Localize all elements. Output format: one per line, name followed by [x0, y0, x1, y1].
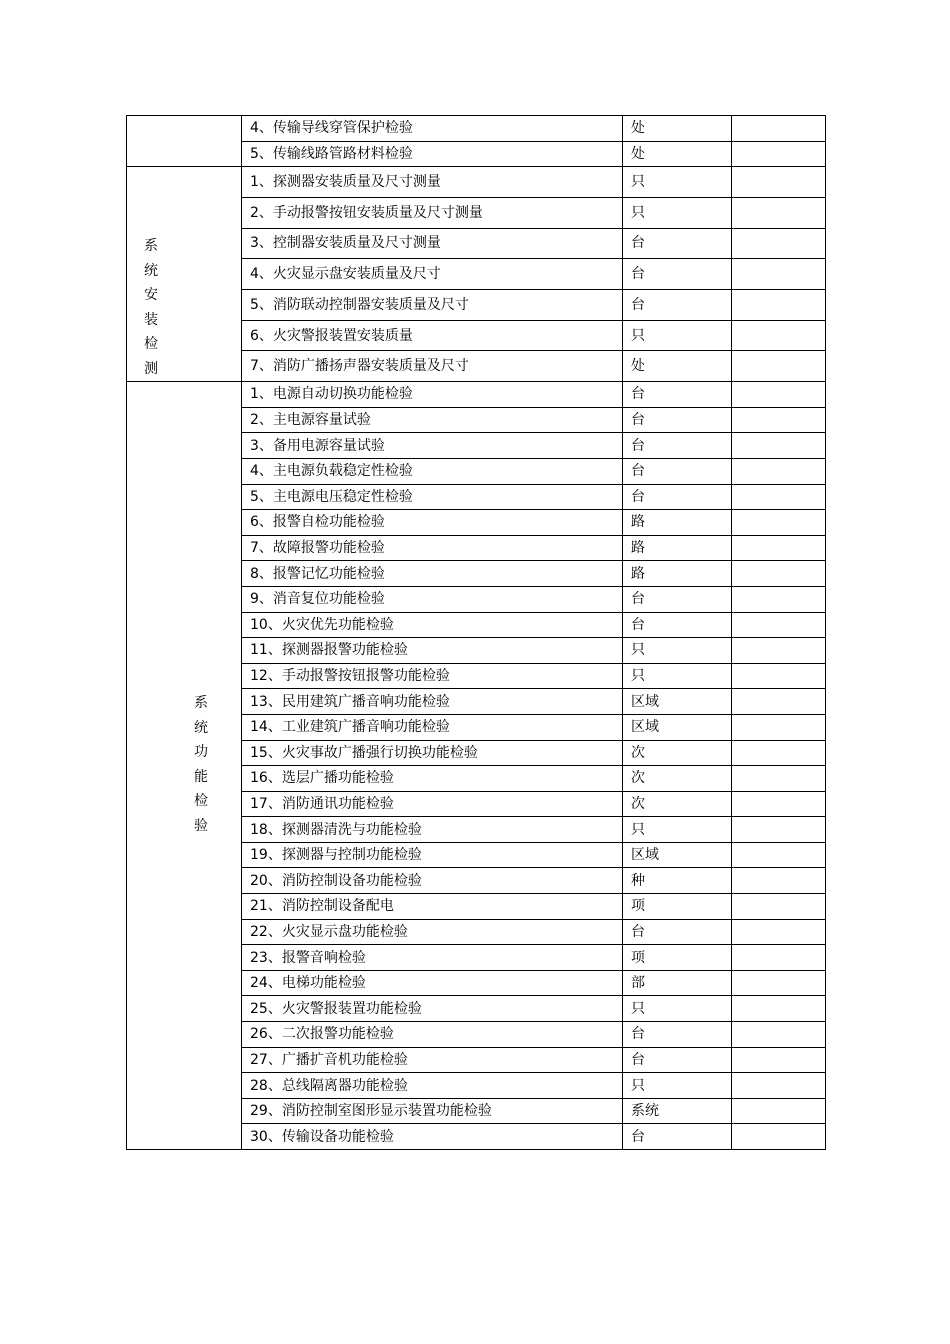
remark-cell: [732, 996, 826, 1022]
remark-cell: [732, 259, 826, 290]
unit-cell: 只: [623, 663, 732, 689]
remark-cell: [732, 714, 826, 740]
remark-cell: [732, 1098, 826, 1124]
unit-cell: 路: [623, 510, 732, 536]
remark-cell: [732, 197, 826, 228]
item-name-cell: 14、工业建筑广播音响功能检验: [242, 714, 623, 740]
unit-cell: 路: [623, 535, 732, 561]
category-cell: [127, 167, 242, 382]
item-name-cell: 1、探测器安装质量及尺寸测量: [242, 167, 623, 198]
unit-cell: 只: [623, 197, 732, 228]
remark-cell: [732, 167, 826, 198]
remark-cell: [732, 320, 826, 351]
unit-cell: 台: [623, 1124, 732, 1150]
item-name-cell: 7、故障报警功能检验: [242, 535, 623, 561]
remark-cell: [732, 290, 826, 321]
item-name-cell: 5、主电源电压稳定性检验: [242, 484, 623, 510]
remark-cell: [732, 791, 826, 817]
remark-cell: [732, 919, 826, 945]
item-name-cell: 6、报警自检功能检验: [242, 510, 623, 536]
unit-cell: 次: [623, 740, 732, 766]
remark-cell: [732, 458, 826, 484]
unit-cell: 只: [623, 817, 732, 843]
unit-cell: 次: [623, 766, 732, 792]
item-name-cell: 23、报警音响检验: [242, 945, 623, 971]
item-name-cell: 27、广播扩音机功能检验: [242, 1047, 623, 1073]
item-name-cell: 4、传输导线穿管保护检验: [242, 116, 623, 142]
item-name-cell: 11、探测器报警功能检验: [242, 638, 623, 664]
unit-cell: 只: [623, 996, 732, 1022]
unit-cell: 路: [623, 561, 732, 587]
remark-cell: [732, 740, 826, 766]
remark-cell: [732, 484, 826, 510]
unit-cell: 种: [623, 868, 732, 894]
table-row: [127, 116, 826, 142]
remark-cell: [732, 766, 826, 792]
remark-cell: [732, 612, 826, 638]
item-name-cell: 29、消防控制室图形显示装置功能检验: [242, 1098, 623, 1124]
unit-cell: 区域: [623, 842, 732, 868]
unit-cell: 台: [623, 612, 732, 638]
unit-cell: 区域: [623, 689, 732, 715]
item-name-cell: 21、消防控制设备配电: [242, 894, 623, 920]
item-name-cell: 24、电梯功能检验: [242, 970, 623, 996]
unit-cell: 台: [623, 1022, 732, 1048]
unit-cell: 处: [623, 351, 732, 382]
inspection-table-body: [127, 116, 826, 1150]
item-name-cell: 1、电源自动切换功能检验: [242, 382, 623, 408]
unit-cell: 台: [623, 433, 732, 459]
item-name-cell: 10、火灾优先功能检验: [242, 612, 623, 638]
item-name-cell: 15、火灾事故广播强行切换功能检验: [242, 740, 623, 766]
unit-cell: 台: [623, 458, 732, 484]
item-name-cell: 4、主电源负载稳定性检验: [242, 458, 623, 484]
inspection-table: [126, 115, 826, 1150]
remark-cell: [732, 1124, 826, 1150]
remark-cell: [732, 1022, 826, 1048]
unit-cell: 处: [623, 141, 732, 167]
unit-cell: 项: [623, 945, 732, 971]
unit-cell: 次: [623, 791, 732, 817]
category-label: 系统安装检测: [144, 238, 158, 377]
item-name-cell: 25、火灾警报装置功能检验: [242, 996, 623, 1022]
remark-cell: [732, 141, 826, 167]
item-name-cell: 22、火灾显示盘功能检验: [242, 919, 623, 945]
remark-cell: [732, 1047, 826, 1073]
unit-cell: 台: [623, 919, 732, 945]
unit-cell: 台: [623, 259, 732, 290]
remark-cell: [732, 868, 826, 894]
remark-cell: [732, 433, 826, 459]
category-cell-continued: [127, 116, 242, 167]
category-label: 系统功能检验: [194, 695, 208, 834]
remark-cell: [732, 663, 826, 689]
remark-cell: [732, 817, 826, 843]
item-name-cell: 20、消防控制设备功能检验: [242, 868, 623, 894]
table-row: [127, 167, 826, 198]
remark-cell: [732, 228, 826, 259]
item-name-cell: 12、手动报警按钮报警功能检验: [242, 663, 623, 689]
unit-cell: 区域: [623, 714, 732, 740]
remark-cell: [732, 842, 826, 868]
unit-cell: 只: [623, 320, 732, 351]
item-name-cell: 16、选层广播功能检验: [242, 766, 623, 792]
remark-cell: [732, 561, 826, 587]
remark-cell: [732, 351, 826, 382]
item-name-cell: 4、火灾显示盘安装质量及尺寸: [242, 259, 623, 290]
remark-cell: [732, 945, 826, 971]
item-name-cell: 18、探测器清洗与功能检验: [242, 817, 623, 843]
item-name-cell: 9、消音复位功能检验: [242, 586, 623, 612]
remark-cell: [732, 1073, 826, 1099]
unit-cell: 系统: [623, 1098, 732, 1124]
remark-cell: [732, 638, 826, 664]
unit-cell: 台: [623, 484, 732, 510]
item-name-cell: 7、消防广播扬声器安装质量及尺寸: [242, 351, 623, 382]
remark-cell: [732, 510, 826, 536]
item-name-cell: 26、二次报警功能检验: [242, 1022, 623, 1048]
item-name-cell: 5、消防联动控制器安装质量及尺寸: [242, 290, 623, 321]
unit-cell: 只: [623, 167, 732, 198]
item-name-cell: 3、备用电源容量试验: [242, 433, 623, 459]
remark-cell: [732, 689, 826, 715]
unit-cell: 项: [623, 894, 732, 920]
unit-cell: 台: [623, 1047, 732, 1073]
item-name-cell: 17、消防通讯功能检验: [242, 791, 623, 817]
item-name-cell: 13、民用建筑广播音响功能检验: [242, 689, 623, 715]
item-name-cell: 8、报警记忆功能检验: [242, 561, 623, 587]
remark-cell: [732, 586, 826, 612]
item-name-cell: 6、火灾警报装置安装质量: [242, 320, 623, 351]
remark-cell: [732, 894, 826, 920]
unit-cell: 处: [623, 116, 732, 142]
unit-cell: 只: [623, 1073, 732, 1099]
table-row: [127, 382, 826, 408]
category-cell: [127, 382, 242, 1150]
item-name-cell: 5、传输线路管路材料检验: [242, 141, 623, 167]
unit-cell: 只: [623, 638, 732, 664]
unit-cell: 台: [623, 407, 732, 433]
unit-cell: 台: [623, 228, 732, 259]
item-name-cell: 19、探测器与控制功能检验: [242, 842, 623, 868]
remark-cell: [732, 407, 826, 433]
unit-cell: 台: [623, 586, 732, 612]
item-name-cell: 3、控制器安装质量及尺寸测量: [242, 228, 623, 259]
remark-cell: [732, 535, 826, 561]
item-name-cell: 2、主电源容量试验: [242, 407, 623, 433]
item-name-cell: 2、手动报警按钮安装质量及尺寸测量: [242, 197, 623, 228]
remark-cell: [732, 382, 826, 408]
remark-cell: [732, 116, 826, 142]
remark-cell: [732, 970, 826, 996]
unit-cell: 台: [623, 382, 732, 408]
item-name-cell: 30、传输设备功能检验: [242, 1124, 623, 1150]
unit-cell: 部: [623, 970, 732, 996]
item-name-cell: 28、总线隔离器功能检验: [242, 1073, 623, 1099]
unit-cell: 台: [623, 290, 732, 321]
